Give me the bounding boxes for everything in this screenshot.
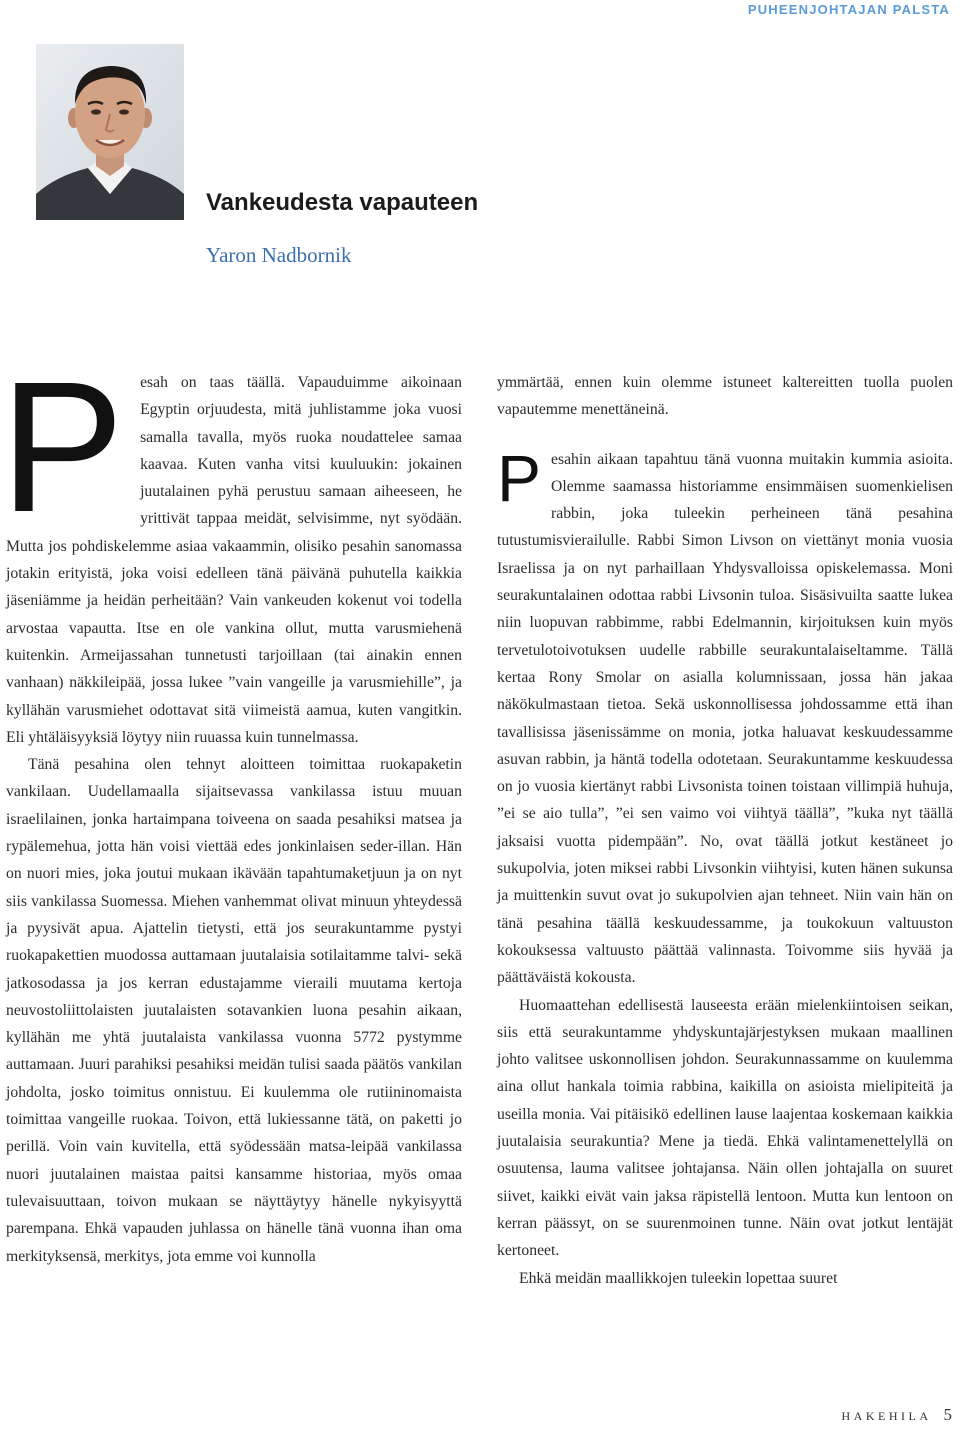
paragraph-right-3: Ehkä meidän maallikkojen tuleekin lopettaa suuret	[519, 1269, 838, 1287]
paragraph-right-1	[497, 440, 953, 992]
article-title: Vankeudesta vapauteen	[206, 189, 479, 216]
article-column-left	[0, 344, 462, 1270]
paragraph-right-2: Huomaattehan edellisestä lauseesta erään mielenkiintoisen seikan, siis että seurakuntamme yhdyskuntajärjestyksen mukaan maallinen johto valitsee uskonnollisen johdon. Seurakunnassamme on kuulemma aina ollut hankala toimia rabbina, kaikilla on asioista mielipiteitä ja useilla monia. Vai pitäisikö edellinen lause laajentaa koskemaan kaikkia juutalaisia seurakuntia? Mene ja tiedä. Ehkä valintamenettelyllä on osuutensa, lauma valitsee johtajansa. Näin ollen johtajalla on suuret siivet, kaikki eivät vain jaksa räpistellä lentoon. Mutta kun lentoon on kerran päässyt, on se suurenmoinen tunne. Näin ovat jotkut lentäjät kertoneet.	[497, 996, 953, 1260]
paragraph-left-2: Tänä pesahina olen tehnyt aloitteen toimittaa ruokapaketin vankilaan. Uudellamaalla sijaitsevassa vankilassa istuu muuan israelilainen, jonka hartaimpana toiveena on saada pesahiksi matsea ja rypälemehua, jotta hän voisi viettää edes jonkinlaisen seder-illan. Hän on nuori mies, joka joutui mukaan ikävään tapahtumaketjuun ja on nyt siis vankilassa Suomessa. Miehen vanhemmat olivat minuun yhteydessä ja pyysivät apua. Ajattelin tietysti, että jos seurakuntamme pystyi ruokapakettien muodossa auttamaan juutalaisia sotilaitamme talvi- sekä jatkosodassa ja jos kerran edustajamme vieraili muutama kertoja neuvostoliittolaisten juutalaisten sotavankien luona pesahin aikaan, kyllähän me yhtä juutalaista vankilassa vuonna 5772 pystymme auttamaan. Juuri parahiksi pesahiksi meidän tulisi saada päätös vankilan johdolta, josko toimitus onnistuu. Ei kuulemma ole rutiininomaista toimittaa vangeille ruokaa. Toivon, että lukiessanne tätä, on paketti jo perillä. Voin vain kuvitella, että syödessään matsa-leipää vankilassa nuori juutalainen maistaa paitsi kansamme historiaa, myös omaa tulevaisuuttaan, toivon mukaan se näyttäytyy hänelle nykyisyyttä parempana. Ehkä vapauden juhlassa on hänelle tänä vuonna ihan oma merkityksensä, merkitys, jota emme voi kunnolla	[6, 756, 462, 1265]
article-author: Yaron Nadbornik	[206, 243, 352, 267]
paragraph-right-intro: ymmärtää, ennen kuin olemme istuneet kaltereitten tuolla puolen vapautemme menettäneinä.	[497, 374, 953, 419]
publication-name: HAKEHILA	[841, 1409, 932, 1423]
drop-cap-left: P	[0, 344, 125, 551]
author-portrait-image	[36, 44, 184, 220]
article-column-right	[497, 369, 953, 1292]
section-header: PUHEENJOHTAJAN PALSTA	[747, 2, 950, 17]
author-portrait	[36, 44, 184, 220]
drop-cap-right: P	[497, 440, 542, 515]
page-number: 5	[943, 1405, 952, 1424]
page-footer	[842, 1405, 953, 1425]
paragraph-right-1-text: esahin aikaan tapahtuu tänä vuonna muitakin kummia asioita. Olemme saamassa historiamme ensimmäisen suomenkielisen rabbin, joka tuleekin perheineen tänä pesahina tutustumisvierailulle. Rabbi Simon Livson on viettänyt monia vuosia Israelissa ja on nyt parhaillaan Yhdysvalloissa opiskelemassa. Moni seurakuntalainen odottaa rabbi Livsonin tuloa. Sisäsivuilta saatte lukea niin luopuvan rabbimme, rabbi Edelmannin, kirjoituksen kuin myös tervetulotoivotuksen uudelle rabbille seurakuntalaiseltamme. Tällä kertaa Rony Smolar on asialla kolumnissaan, jossa hän jakaa näkökulmastaan tietoa. Sekä uskonnollisessa johdossamme että ihan tavallisissa jäsenissämme on monia, jotka haluavat keskuudessamme asuvan rabbin, ja häntä todella odotetaan. Seurakuntamme keskuudessa on jo vuosia kiertänyt rabbi Livsonista toinen toistaan villimpiä huhuja, ”ei se aio tulla”, ”ei sen vaimo voi viihtyä täällä”, ”kuka nyt täällä jaksaisi vuotta pidempään”. No, ovat täällä jotkut kestäneet jo sukupolvia, joten miksei rabbi Livsonkin viihtyisi, kuten hänen sukunsa ja muittenkin suvut ovat jo sukupolvien ajan tehneet. Niin vain hän on tänä pesahina täällä keskuudessamme, ja toukokuun valtuuston kokouksessa valtuusto päättää valinnasta. Toivomme siis hyvää ja päättäväistä kokousta.	[497, 450, 953, 987]
paragraph-left-1: esah on taas täällä. Vapauduimme aikoinaan Egyptin orjuudesta, mitä juhlistamme joka vuosi samalla tavalla, myös ruoka noudattelee samaa kaavaa. Kuten vanha vitsi kuuluukin: jokainen juutalainen pyhä perustuu samaan aiheeseen, he yrittivät tappaa meidät, selvisimme, nyt syödään. Mutta jos pohdiskelemme asiaa vakaammin, olisiko pesahin sanomassa jotakin erityistä, joka voisi edelleen tänä päivänä puhutella kaikkia jäseniämme ja heidän perheitään? Vain vankeuden kokenut voi todella arvostaa vapautta. Itse en ole vankina ollut, mutta varusmiehenä kuitenkin. Armeijassahan tunnetusti tarjoillaan (tai ainakin ennen vanhaan) näkkileipää, jossa lukee ”vain vangeille ja varusmiehille”, ja kyllähän varusmiehet odottavat sitä viimeistä aamua, kuten vangitkin. Eli yhtäläisyyksiä löytyy niin ruuassa kuin tunnelmassa.	[6, 374, 462, 746]
